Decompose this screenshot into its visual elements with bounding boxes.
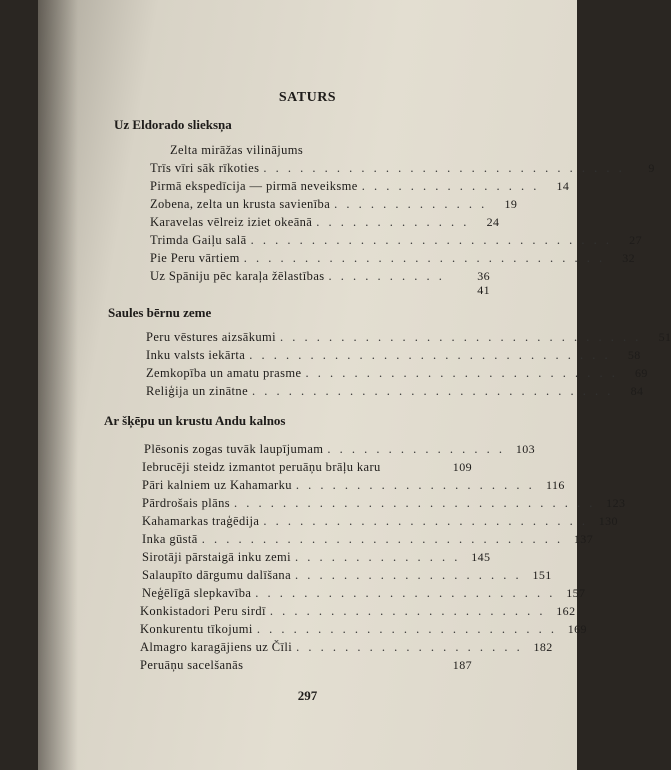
section-heading: Uz Eldorado slieksņa xyxy=(114,117,232,132)
entry-title: Konkurentu tīkojumi xyxy=(140,622,253,636)
toc-entry[interactable] xyxy=(150,161,655,176)
entry-page: 182 xyxy=(533,640,553,654)
dot-leader: . . . . . . . . . . . . . . . xyxy=(327,442,506,456)
entry-title: Pāri kalniem uz Kahamarku xyxy=(142,478,292,492)
dot-leader: . . . . . . . . . . . . . xyxy=(316,215,470,229)
entry-title: Plēsonis zogas tuvāk laupījumam xyxy=(144,442,324,456)
entry-title: Zelta mirāžas vilinājums xyxy=(170,143,304,157)
entry-title: Inku valsts iekārta xyxy=(146,348,246,362)
toc-entry[interactable] xyxy=(146,348,641,363)
entry-page: 27 xyxy=(629,233,642,247)
entry-title: Pārdrošais plāns xyxy=(142,496,230,510)
dot-leader: . . . . . . . . . . . . . . . . . . . . . . . . . . xyxy=(305,366,618,380)
entry-title: Uz Spāniju pēc karaļa žēlastības xyxy=(150,269,325,283)
entry-title: Peru vēstures aizsākumi xyxy=(146,330,277,344)
dot-leader: . . . . . . . . . . . . . . . . . . . . . . . xyxy=(269,604,546,618)
entry-page: 123 xyxy=(606,496,626,510)
toc-entry[interactable] xyxy=(140,622,587,637)
entry-title: Peruāņu sacelšanās xyxy=(140,658,244,672)
toc-entry[interactable] xyxy=(142,568,552,583)
entry-page: 137 xyxy=(573,532,594,546)
toc-entry[interactable] xyxy=(140,658,472,673)
dot-leader: . . . . . . . . . . . . . . . . . . . . . . . . . xyxy=(255,586,556,600)
entry-page: 36 xyxy=(477,269,490,283)
entry-title: Pirmā ekspedīcija — pirmā neveiksme xyxy=(150,179,358,193)
toc-entry[interactable] xyxy=(150,179,570,194)
toc-entry[interactable] xyxy=(150,283,490,298)
toc-entry[interactable] xyxy=(140,604,576,619)
dot-leader: . . . . . . . . . . . . . . . . . . . . xyxy=(295,478,535,492)
toc-entry[interactable] xyxy=(142,550,491,565)
dot-leader: . . . . . . . . . . xyxy=(328,269,445,283)
dot-leader: . . . . . . . . . . . . . . . . . . . . . . . . . . . . . . xyxy=(201,532,564,546)
toc-entry[interactable] xyxy=(150,269,490,284)
entry-title: Iebrucēji steidz izmantot peruāņu brāļu karu xyxy=(142,460,381,474)
toc-entry[interactable] xyxy=(142,532,594,547)
entry-page: 14 xyxy=(556,179,570,193)
dot-leader: . . . . . . . . . . . . . . . . . . . . . . . . . . . . . . xyxy=(250,233,612,247)
toc-entry[interactable] xyxy=(146,330,671,345)
entry-page: 69 xyxy=(635,366,648,380)
entry-page: 130 xyxy=(598,514,618,528)
page-number: 297 xyxy=(297,688,318,703)
entry-page: 24 xyxy=(486,215,500,229)
entry-title: Kahamarkas traģēdija xyxy=(142,514,260,528)
entry-page: 162 xyxy=(556,604,576,618)
dot-leader: . . . . . . . . . . . . . . . . . . . . . . . . . . . . . . xyxy=(252,384,614,398)
entry-page: 151 xyxy=(532,568,552,582)
entry-title: Sirotāji pārstaigā inku zemi xyxy=(142,550,292,564)
entry-page: 41 xyxy=(477,283,490,297)
dot-leader: . . . . . . . . . . . . . . . . . . . . . . . . . . . xyxy=(263,514,588,528)
entry-page: 58 xyxy=(627,348,641,362)
entry-title: Karavelas vēlreiz iziet okeānā xyxy=(150,215,313,229)
dot-leader: . . . . . . . . . . . . . . . xyxy=(361,179,540,193)
entry-title: Reliģija un zinātne xyxy=(146,384,249,398)
entry-page: 187 xyxy=(452,658,472,672)
toc-entry[interactable] xyxy=(150,215,500,230)
toc-entry[interactable] xyxy=(142,586,586,601)
entry-page: 169 xyxy=(567,622,587,636)
dot-leader: . . . . . . . . . . . . . . . . . . . . . . . . . . . . . . xyxy=(280,330,642,344)
dot-leader: . . . . . . . . . . . . . . . . . . . . . . . . . . . . . . xyxy=(234,496,596,510)
toc-entry[interactable] xyxy=(144,442,536,457)
dot-leader: . . . . . . . . . . . . . . . . . . . xyxy=(295,568,522,582)
entry-title: Zobena, zelta un krusta savienība xyxy=(150,197,331,211)
entry-page: 109 xyxy=(452,460,472,474)
dot-leader: . . . . . . . . . . . . . . . . . . . . . . . . . . . . . . xyxy=(249,348,611,362)
dot-leader: . . . . . . . . . . . . . . . . . . . . . . . . . . . . . . xyxy=(263,161,625,175)
dot-leader: . . . . . . . . . . . . . . xyxy=(295,550,461,564)
toc-entry[interactable] xyxy=(170,143,470,158)
entry-page: 145 xyxy=(471,550,491,564)
page-title: SATURS xyxy=(278,90,337,105)
entry-title: Pie Peru vārtiem xyxy=(150,251,240,265)
page-gutter-shadow xyxy=(38,0,78,770)
toc-entry[interactable] xyxy=(150,251,636,266)
toc-entry[interactable] xyxy=(142,478,565,493)
toc-entry[interactable] xyxy=(142,514,618,529)
book-page xyxy=(38,0,671,770)
toc-entry[interactable] xyxy=(142,496,626,511)
toc-entry[interactable] xyxy=(142,460,472,475)
entry-page: 19 xyxy=(504,197,518,211)
dot-leader: . . . . . . . . . . . . . . . . . . . xyxy=(296,640,523,654)
dot-leader: . . . . . . . . . . . . . . . . . . . . . . . . . xyxy=(256,622,557,636)
entry-title: Konkistadori Peru sirdī xyxy=(140,604,266,618)
toc-entry[interactable] xyxy=(150,197,518,212)
dot-leader: . . . . . . . . . . . . . . . . . . . . . . . . . . . . . . xyxy=(243,251,606,265)
entry-title: Neģēlīgā slepkavība xyxy=(142,586,252,600)
dot-leader: . . . . . . . . . . . . . xyxy=(334,197,488,211)
entry-title: Salaupīto dārgumu dalīšana xyxy=(142,568,292,582)
entry-page: 9 xyxy=(648,161,655,175)
toc-entry[interactable] xyxy=(146,366,648,381)
toc-entry[interactable] xyxy=(150,233,642,248)
entry-title: Zemkopība un amatu prasme xyxy=(146,366,302,380)
toc-entry[interactable] xyxy=(140,640,553,655)
toc-entry[interactable] xyxy=(146,384,644,399)
entry-title: Trīs vīri sāk rīkoties xyxy=(150,161,260,175)
entry-page: 116 xyxy=(546,478,565,492)
entry-title: Trimda Gaiļu salā xyxy=(150,233,247,247)
entry-page: 157 xyxy=(566,586,586,600)
entry-title: Almagro karagājiens uz Čīli xyxy=(140,640,293,654)
entry-page: 84 xyxy=(630,384,644,398)
entry-page: 103 xyxy=(515,442,536,456)
entry-page: 32 xyxy=(622,251,636,265)
entry-page: 51 xyxy=(658,330,671,344)
entry-title: Inka gūstā xyxy=(142,532,198,546)
section-heading: Saules bērnu zeme xyxy=(108,305,212,320)
section-heading: Ar šķēpu un krustu Andu kalnos xyxy=(104,413,286,428)
